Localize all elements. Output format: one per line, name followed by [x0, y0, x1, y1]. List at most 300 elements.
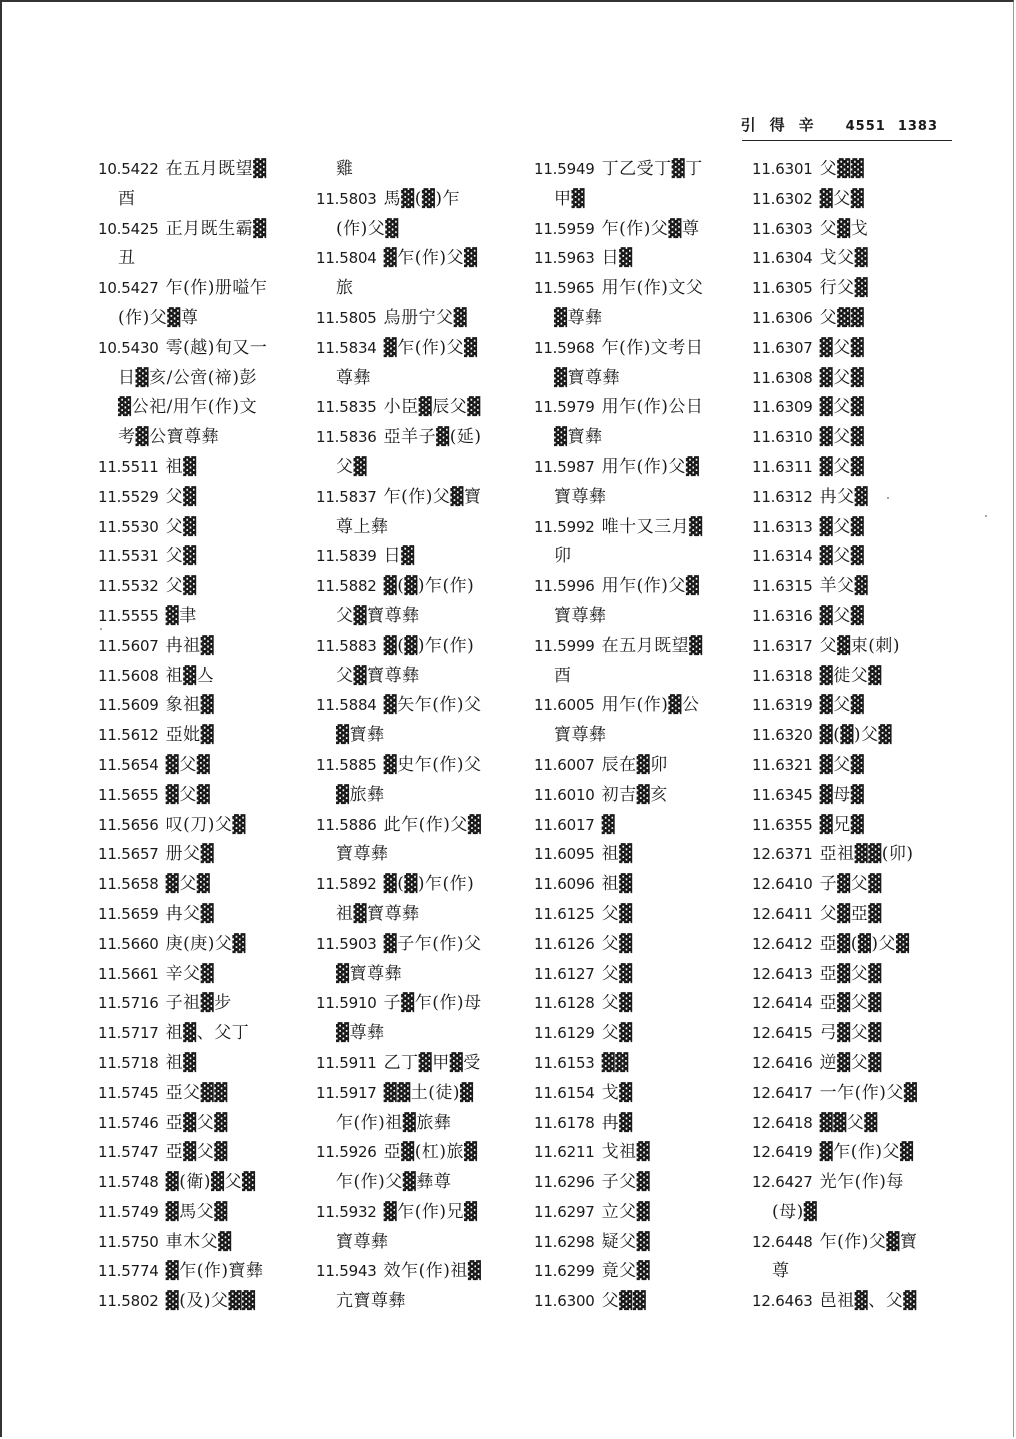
index-entry-continuation	[316, 900, 531, 930]
entry-number: 11.5999	[534, 636, 595, 655]
entry-number: 11.6178	[534, 1113, 595, 1132]
entry-number: 11.6310	[752, 428, 813, 447]
entry-number: 10.5425	[98, 219, 159, 238]
index-entry-continuation	[316, 602, 531, 632]
entry-text: 祖▓亼	[165, 665, 215, 686]
index-entry-continuation	[316, 155, 531, 185]
entry-number: 11.5965	[534, 279, 595, 298]
entry-number: 11.5745	[98, 1083, 159, 1102]
entry-text: ▓父▓	[819, 516, 865, 537]
entry-number: 11.5968	[534, 338, 595, 357]
index-entry	[98, 1079, 313, 1109]
entry-text: 父▓	[165, 486, 197, 507]
entry-text: 立父▓	[601, 1201, 651, 1222]
entry-text: ▓(及)父▓▓	[165, 1291, 256, 1312]
entry-text: 寶尊彝	[554, 725, 607, 746]
entry-text: ▓父▓	[165, 754, 211, 775]
entry-text: ▓矢乍(作)父	[383, 695, 482, 716]
entry-text: ▓(▓)乍(作)	[383, 874, 475, 895]
entry-text: ▓乍(作)父▓	[383, 248, 478, 269]
entry-number: 11.5835	[316, 398, 377, 417]
entry-text: 父▓	[336, 456, 368, 477]
index-entry-continuation	[316, 215, 531, 245]
entry-number: 10.5427	[98, 279, 159, 298]
entry-text: ▓父▓	[165, 874, 211, 895]
entry-text: 在五月既望▓	[601, 635, 703, 656]
entry-number: 11.5943	[316, 1262, 377, 1281]
index-entry-continuation	[534, 721, 749, 751]
entry-text: ▓(▓)乍(作)	[383, 576, 475, 597]
index-entry-continuation	[534, 602, 749, 632]
entry-number: 11.5607	[98, 636, 159, 655]
entry-text: ▓(▓)乍(作)	[383, 635, 475, 656]
index-entry	[752, 334, 967, 364]
index-entry	[534, 1168, 749, 1198]
entry-text: ▓父▓	[819, 427, 865, 448]
index-entry	[98, 662, 313, 692]
entry-number: 11.5886	[316, 815, 377, 834]
index-entry	[534, 1287, 749, 1317]
index-entry-continuation	[316, 1228, 531, 1258]
index-entry-continuation	[98, 423, 313, 453]
entry-number: 11.5992	[534, 517, 595, 536]
index-entry	[752, 1079, 967, 1109]
entry-text: 亞▓父▓	[165, 1112, 228, 1133]
entry-number: 12.6410	[752, 875, 813, 894]
entry-text: ▓尊彝	[554, 307, 603, 328]
entry-text: 馬▓(▓)乍	[383, 188, 461, 209]
entry-text: ▓寶尊彝	[554, 367, 621, 388]
entry-text: 寶尊彝	[554, 486, 607, 507]
index-entry	[98, 602, 313, 632]
entry-text: 日▓	[601, 248, 633, 269]
index-entry-continuation	[534, 542, 749, 572]
index-entry	[316, 870, 531, 900]
entry-text: 祖▓	[165, 456, 197, 477]
index-entry	[752, 989, 967, 1019]
entry-number: 11.5716	[98, 994, 159, 1013]
index-entry	[534, 1079, 749, 1109]
index-entry-continuation	[752, 1257, 967, 1287]
entry-text: 一乍(作)父▓	[819, 1082, 918, 1103]
index-entry-continuation	[316, 781, 531, 811]
entry-text: 乍(作)祖▓旅彝	[336, 1112, 452, 1133]
entry-text: ▓公祀/用乍(作)文	[118, 397, 258, 418]
index-entry-continuation	[316, 453, 531, 483]
index-column-4	[752, 155, 967, 1317]
index-entry	[534, 930, 749, 960]
index-entry-continuation	[534, 364, 749, 394]
index-entry	[98, 572, 313, 602]
entry-number: 11.5917	[316, 1083, 377, 1102]
entry-number: 11.6307	[752, 338, 813, 357]
entry-text: 祖▓	[601, 844, 633, 865]
entry-text: ▓	[601, 814, 616, 835]
entry-number: 11.6316	[752, 606, 813, 625]
index-entry-continuation	[316, 1109, 531, 1139]
entry-number: 11.5747	[98, 1143, 159, 1162]
index-entry	[98, 1287, 313, 1317]
entry-text: ▓兄▓	[819, 814, 865, 835]
entry-text: ▓(▓)父▓	[819, 725, 893, 746]
entry-number: 11.6154	[534, 1083, 595, 1102]
index-entry	[752, 244, 967, 274]
index-entry	[752, 1019, 967, 1049]
entry-text: 父▓	[601, 903, 633, 924]
entry-number: 11.5885	[316, 755, 377, 774]
index-entry	[316, 1079, 531, 1109]
entry-number: 11.5529	[98, 487, 159, 506]
entry-text: ▓子乍(作)父	[383, 933, 482, 954]
entry-number: 11.6129	[534, 1024, 595, 1043]
entry-text: ▓乍(作)寶彝	[165, 1261, 264, 1282]
entry-number: 12.6414	[752, 994, 813, 1013]
entry-text: ▓父▓	[819, 546, 865, 567]
index-entry	[534, 334, 749, 364]
index-entry	[316, 1257, 531, 1287]
entry-text: ▓父▓	[819, 695, 865, 716]
index-entry	[752, 721, 967, 751]
index-column-2	[316, 155, 531, 1317]
index-entry	[534, 1109, 749, 1139]
entry-text: ▓(衛)▓父▓	[165, 1172, 256, 1193]
index-entry	[316, 691, 531, 721]
entry-number: 11.5903	[316, 934, 377, 953]
index-entry	[534, 1198, 749, 1228]
index-entry	[98, 155, 313, 185]
entry-number: 11.5657	[98, 845, 159, 864]
entry-number: 11.6317	[752, 636, 813, 655]
entry-text: ▓史乍(作)父	[383, 754, 482, 775]
entry-text: (作)父▓	[336, 218, 399, 239]
index-entry	[98, 721, 313, 751]
index-entry	[752, 304, 967, 334]
entry-text: 用乍(作)公日	[601, 397, 704, 418]
entry-text: 亞▓父▓	[819, 993, 882, 1014]
index-entry-continuation	[316, 721, 531, 751]
entry-text: ▓旅彝	[336, 784, 385, 805]
entry-text: 父▓戈	[819, 218, 869, 239]
entry-text: ▓寶彝	[554, 427, 603, 448]
index-entry	[534, 513, 749, 543]
index-entry	[534, 900, 749, 930]
index-entry	[98, 989, 313, 1019]
entry-number: 11.6301	[752, 160, 813, 178]
entry-number: 11.5926	[316, 1143, 377, 1162]
entry-text: ▓母▓	[819, 784, 865, 805]
entry-text: 正月既生霸▓	[165, 218, 267, 239]
entry-text: 冉父▓	[819, 486, 869, 507]
entry-number: 11.5608	[98, 666, 159, 685]
index-entry	[98, 513, 313, 543]
entry-text: 尊	[772, 1261, 790, 1282]
entry-number: 11.6095	[534, 845, 595, 864]
scan-speck	[887, 497, 889, 499]
index-entry-continuation	[534, 185, 749, 215]
entry-number: 11.5660	[98, 934, 159, 953]
index-entry	[316, 334, 531, 364]
index-entry-continuation	[98, 185, 313, 215]
index-entry	[752, 691, 967, 721]
entry-text: 父▓寶尊彝	[336, 665, 420, 686]
index-entry-continuation	[534, 662, 749, 692]
entry-number: 11.6311	[752, 457, 813, 476]
entry-text: 父▓束(刺)	[819, 635, 900, 656]
index-entry-continuation	[316, 364, 531, 394]
entry-text: 庚(庚)父▓	[165, 933, 246, 954]
entry-number: 11.6005	[534, 696, 595, 715]
index-entry-continuation	[98, 364, 313, 394]
entry-number: 11.6355	[752, 815, 813, 834]
index-entry	[98, 632, 313, 662]
entry-text: ▓父▓	[819, 456, 865, 477]
entry-text: 乍(作)册嗌乍	[165, 278, 268, 299]
index-entry	[98, 870, 313, 900]
entry-text: 寶尊彝	[336, 844, 389, 865]
entry-number: 10.5422	[98, 160, 159, 178]
entry-text: 父▓	[601, 1023, 633, 1044]
entry-number: 11.5746	[98, 1113, 159, 1132]
index-entry	[534, 453, 749, 483]
entry-number: 11.6313	[752, 517, 813, 536]
index-entry	[98, 453, 313, 483]
index-entry	[98, 542, 313, 572]
index-entry	[752, 1049, 967, 1079]
entry-text: 辰在▓卯	[601, 754, 668, 775]
index-entry-continuation	[98, 304, 313, 334]
index-entry	[752, 572, 967, 602]
entry-text: 象祖▓	[165, 695, 215, 716]
entry-number: 11.5659	[98, 904, 159, 923]
entry-text: 父▓▓	[819, 159, 865, 179]
entry-number: 10.5430	[98, 338, 159, 357]
index-entry-continuation	[98, 244, 313, 274]
index-entry	[316, 304, 531, 334]
index-entry	[534, 155, 749, 185]
index-entry	[98, 215, 313, 245]
index-entry	[752, 513, 967, 543]
index-entry-continuation	[316, 840, 531, 870]
index-entry	[98, 960, 313, 990]
entry-text: 乍(作)文考日	[601, 337, 704, 358]
entry-number: 11.6320	[752, 726, 813, 745]
entry-text: 用乍(作)▓公	[601, 695, 700, 716]
index-entry-continuation	[316, 662, 531, 692]
index-entry-continuation	[316, 960, 531, 990]
entry-number: 11.5839	[316, 547, 377, 566]
entry-number: 11.6126	[534, 934, 595, 953]
entry-number: 11.6128	[534, 994, 595, 1013]
index-entry	[534, 781, 749, 811]
entry-number: 11.6308	[752, 368, 813, 387]
entry-text: 弓▓父▓	[819, 1023, 882, 1044]
entry-text: 尊上彝	[336, 516, 389, 537]
entry-text: 辛父▓	[165, 963, 215, 984]
entry-text: 亞▓父▓	[165, 1142, 228, 1163]
entry-text: 唯十又三月▓	[601, 516, 703, 537]
index-entry	[316, 989, 531, 1019]
entry-number: 12.6418	[752, 1113, 813, 1132]
index-entry	[534, 1049, 749, 1079]
index-entry	[752, 364, 967, 394]
entry-number: 11.5884	[316, 696, 377, 715]
index-entry	[752, 1228, 967, 1258]
entry-text: 此乍(作)父▓	[383, 814, 482, 835]
index-entry	[98, 1049, 313, 1079]
entry-text: 亞▓(▓)父▓	[819, 933, 910, 954]
entry-number: 11.5949	[534, 160, 595, 178]
entry-text: 父▓	[601, 933, 633, 954]
entry-text: ▓父▓	[819, 367, 865, 388]
entry-text: 子▓父▓	[819, 874, 882, 895]
index-entry	[98, 1138, 313, 1168]
entry-text: 竟父▓	[601, 1261, 651, 1282]
entry-number: 11.6312	[752, 487, 813, 506]
entry-number: 11.6318	[752, 666, 813, 685]
index-entry	[316, 542, 531, 572]
section-code: 4551	[845, 119, 886, 134]
entry-number: 11.5911	[316, 1053, 377, 1072]
entry-number: 12.6371	[752, 845, 813, 864]
index-entry	[534, 1019, 749, 1049]
entry-text: ▓父▓	[165, 784, 211, 805]
index-entry	[752, 900, 967, 930]
index-entry-continuation	[316, 1019, 531, 1049]
section-title: 引得辛	[740, 116, 828, 134]
entry-text: ▓▓	[601, 1052, 629, 1073]
entry-text: ▓聿	[165, 605, 197, 626]
entry-text: 考▓公寶尊彝	[118, 427, 220, 448]
entry-text: ▓乍(作)父▓	[383, 337, 478, 358]
index-entry	[98, 1168, 313, 1198]
entry-number: 11.5656	[98, 815, 159, 834]
entry-text: 效乍(作)祖▓	[383, 1261, 482, 1282]
index-entry	[98, 274, 313, 304]
entry-number: 11.6296	[534, 1173, 595, 1192]
entry-text: 乍(作)父▓寶	[383, 486, 482, 507]
index-entry	[752, 215, 967, 245]
index-entry	[752, 781, 967, 811]
index-entry	[98, 900, 313, 930]
index-entry-continuation	[316, 513, 531, 543]
entry-number: 11.5802	[98, 1292, 159, 1311]
index-entry-continuation	[98, 393, 313, 423]
entry-text: 尊彝	[336, 367, 371, 388]
index-entry	[98, 781, 313, 811]
entry-number: 11.5531	[98, 547, 159, 566]
entry-number: 11.5511	[98, 457, 159, 476]
entry-number: 12.6413	[752, 964, 813, 983]
entry-text: 小臣▓辰父▓	[383, 397, 481, 418]
entry-text: ▓▓土(徒)▓	[383, 1082, 474, 1103]
entry-text: ▓乍(作)父▓	[819, 1142, 914, 1163]
entry-number: 11.5979	[534, 398, 595, 417]
entry-text: 在五月既望▓	[165, 159, 267, 179]
entry-text: 冉祖▓	[165, 635, 215, 656]
index-entry	[534, 751, 749, 781]
index-entry	[316, 1049, 531, 1079]
entry-number: 12.6419	[752, 1143, 813, 1162]
index-entry	[752, 1168, 967, 1198]
index-entry	[752, 155, 967, 185]
entry-text: 甲▓	[554, 188, 586, 209]
index-entry	[752, 840, 967, 870]
entry-text: 亞父▓▓	[165, 1082, 228, 1103]
index-entry	[98, 1109, 313, 1139]
index-entry	[752, 1138, 967, 1168]
entry-number: 12.6412	[752, 934, 813, 953]
entry-text: 羊父▓	[819, 576, 869, 597]
index-entry	[98, 1228, 313, 1258]
entry-text: 子▓乍(作)母	[383, 993, 482, 1014]
entry-text: 乍(作)父▓尊	[601, 218, 700, 239]
entry-number: 11.6302	[752, 189, 813, 208]
entry-text: 酉	[118, 188, 136, 209]
entry-text: 戈父▓	[819, 248, 869, 269]
entry-number: 11.6125	[534, 904, 595, 923]
entry-text: 疑父▓	[601, 1231, 651, 1252]
index-entry	[752, 811, 967, 841]
index-entry	[316, 185, 531, 215]
entry-number: 11.5882	[316, 577, 377, 596]
entry-number: 11.6309	[752, 398, 813, 417]
entry-text: 父▓	[165, 546, 197, 567]
index-entry	[98, 930, 313, 960]
entry-number: 11.5932	[316, 1202, 377, 1221]
index-entry	[752, 930, 967, 960]
entry-number: 11.6305	[752, 279, 813, 298]
entry-text: ▓▓父▓	[819, 1112, 878, 1133]
entry-number: 11.6096	[534, 875, 595, 894]
entry-number: 12.6415	[752, 1024, 813, 1043]
index-entry	[534, 1257, 749, 1287]
entry-text: 丑	[118, 248, 136, 269]
entry-number: 11.5774	[98, 1262, 159, 1281]
running-head	[741, 114, 938, 135]
index-entry	[98, 1019, 313, 1049]
index-entry	[98, 840, 313, 870]
entry-text: ▓父▓	[819, 337, 865, 358]
scan-speck	[100, 628, 102, 630]
index-entry	[316, 483, 531, 513]
index-column-3	[534, 155, 749, 1317]
entry-number: 11.5910	[316, 994, 377, 1013]
entry-number: 11.6211	[534, 1143, 595, 1162]
entry-text: 父▓	[601, 963, 633, 984]
index-entry-continuation	[534, 483, 749, 513]
entry-number: 11.5661	[98, 964, 159, 983]
index-entry	[316, 244, 531, 274]
entry-text: ▓寶彝	[336, 725, 385, 746]
index-entry	[316, 930, 531, 960]
entry-text: 日▓	[383, 546, 415, 567]
entry-text: 父▓▓	[601, 1291, 647, 1312]
entry-number: 11.6007	[534, 755, 595, 774]
index-entry-continuation	[534, 304, 749, 334]
entry-number: 11.6297	[534, 1202, 595, 1221]
entry-text: 光乍(作)每	[819, 1172, 904, 1193]
entry-text: 亞▓父▓	[819, 963, 882, 984]
entry-number: 11.5836	[316, 428, 377, 447]
entry-number: 11.6306	[752, 308, 813, 327]
entry-text: 父▓▓	[819, 307, 865, 328]
entry-text: 乙丁▓甲▓受	[383, 1052, 481, 1073]
entry-number: 11.5804	[316, 249, 377, 268]
index-entry	[98, 811, 313, 841]
entry-text: ▓馬父▓	[165, 1201, 228, 1222]
entry-text: 叹(刀)父▓	[165, 814, 246, 835]
entry-number: 12.6463	[752, 1292, 813, 1311]
